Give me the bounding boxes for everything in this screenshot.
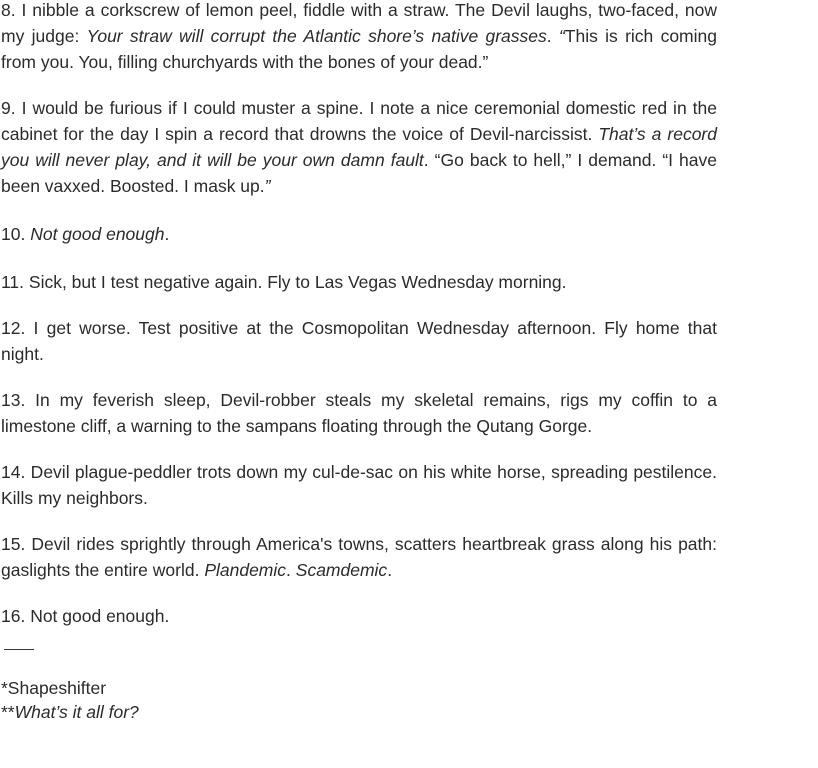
stanza-10-punct: .	[164, 224, 170, 244]
stanza-15-punct-1: .	[286, 560, 296, 580]
footnote-1: *Shapeshifter	[1, 678, 107, 698]
stanza-10-number: 10.	[1, 224, 31, 244]
stanza-9-quote: . “Go back to hell,” I demand. “I have been vaxxed. Boosted. I mask up.	[1, 150, 718, 196]
footnote-2-text: What’s it all for?	[14, 702, 139, 722]
stanza-16: 16. Not good enough.	[1, 606, 170, 626]
stanza-9-italic: That’s a record you will never play, and it will be your own damn fault	[1, 124, 717, 170]
stanza-9-text: 9. I would be furious if I could muster a spine. I note a nice ceremonial domestic red in the cabinet for the day I spin a record that drowns the voice of Devil-narcissist.	[1, 98, 717, 144]
stanza-10-italic: Not good enough	[30, 224, 165, 244]
poem-document	[1, 0, 717, 724]
stanza-12: 12. I get worse. Test positive at the Cosmopolitan Wednesday afternoon. Fly home that night.	[1, 318, 717, 364]
stanza-8-quote: This is rich coming from you. You, filling churchyards with the bones of your dead.”	[1, 26, 717, 72]
stanza-10	[1, 221, 717, 247]
stanza-8	[1, 0, 717, 75]
stanza-15-italic-1: Plandemic	[204, 560, 287, 580]
stanza-8-text: 8. I nibble a corkscrew of lemon peel, fiddle with a straw. The Devil laughs, two-faced, now my judge:	[1, 0, 717, 46]
stanza-9	[1, 95, 717, 199]
stanza-8-italic: Your straw will corrupt the Atlantic shore’s native grasses	[86, 26, 547, 46]
stanza-15	[1, 531, 717, 583]
stanza-8-open-quote: “	[558, 26, 565, 46]
stanza-15-punct-2: .	[387, 560, 393, 580]
footnotes	[1, 676, 717, 724]
stanza-13: 13. In my feverish sleep, Devil-robber steals my skeletal remains, rigs my coffin to a limestone cliff, a warning to the sampans floating through the Qutang Gorge.	[1, 390, 717, 436]
stanza-15-italic-2: Scamdemic	[295, 560, 388, 580]
footnote-2-marker: **	[1, 702, 15, 722]
footnote-2	[1, 700, 717, 724]
stanza-14: 14. Devil plague-peddler trots down my cul-de-sac on his white horse, spreading pestilence. Kills my neighbors.	[1, 462, 717, 508]
stanza-11: 11. Sick, but I test negative again. Fly to Las Vegas Wednesday morning.	[1, 272, 567, 292]
stanza-9-close-quote: ”	[264, 176, 271, 196]
stanza-15-text: 15. Devil rides sprightly through America's towns, scatters heartbreak grass along his path: gaslights the entire world.	[1, 534, 717, 580]
stanza-8-punct: .	[546, 26, 559, 46]
footnote-divider	[4, 649, 34, 650]
